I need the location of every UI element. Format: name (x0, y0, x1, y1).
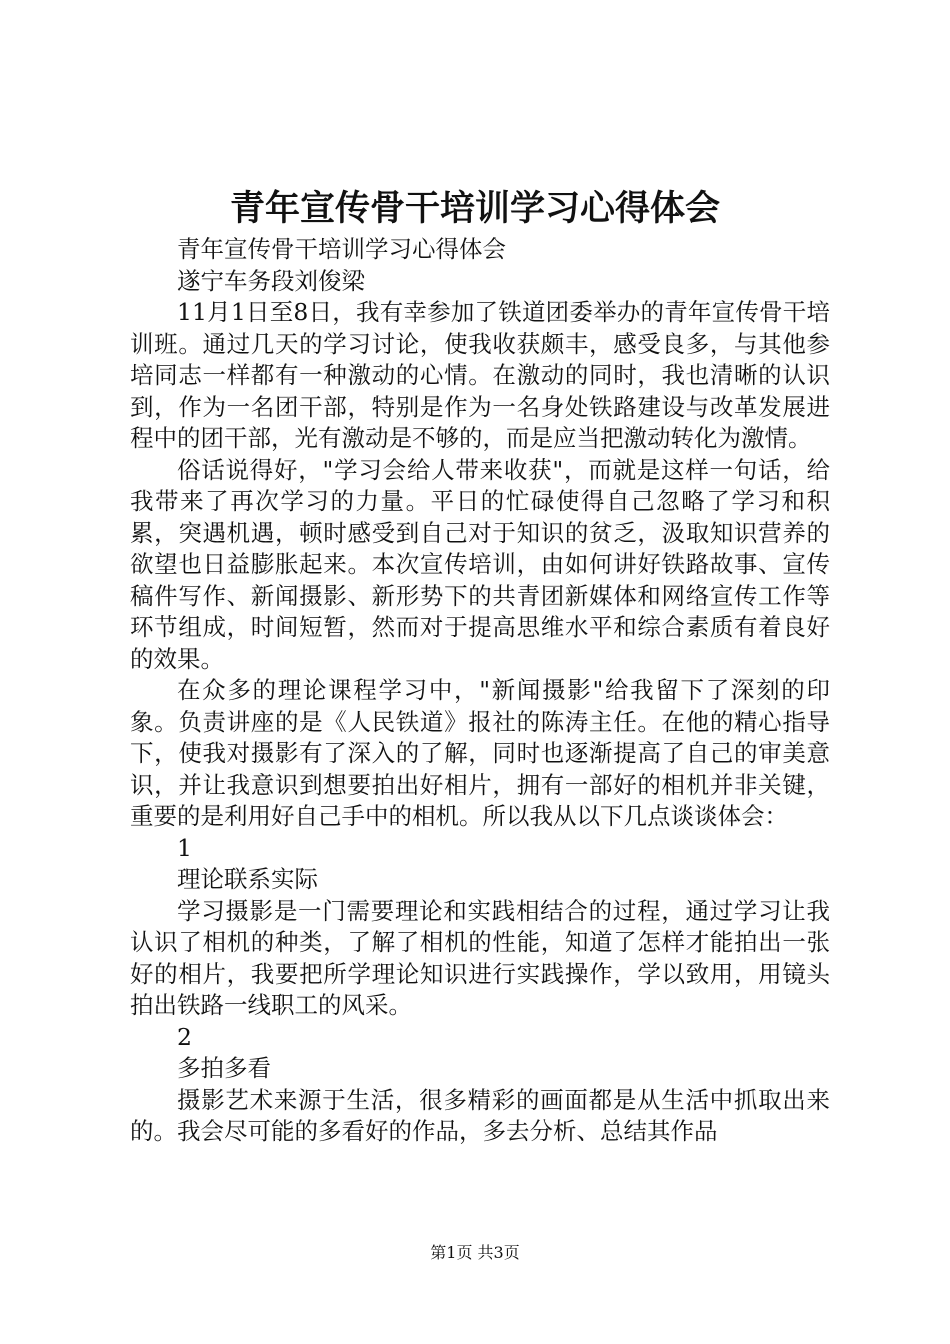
paragraph-learning: 俗话说得好，"学习会给人带来收获"，而就是这样一句话，给我带来了再次学习的力量。平日的忙碌使得自己忽略了学习和积累，突遇机遇，顿时感受到自己对于知识的贫乏，汲取知识营养的欲望也日益膨胀起来。本次宣传培训，由如何讲好铁路故事、宣传稿件写作、新闻摄影、新形势下的共青团新媒体和网络宣传工作等环节组成，时间短暂，然而对于提高思维水平和综合素质有着良好的效果。 (130, 455, 830, 673)
page-footer: 第1页 共3页 (430, 1243, 520, 1262)
paragraph-subtitle: 青年宣传骨干培训学习心得体会 (177, 235, 506, 263)
paragraph-practice: 摄影艺术来源于生活，很多精彩的画面都是从生活中抓取出来的。我会尽可能的多看好的作品，多去分析、总结其作品 (130, 1085, 830, 1145)
paragraph-author: 遂宁车务段刘俊梁 (177, 266, 365, 295)
document-title: 青年宣传骨干培训学习心得体会 (229, 188, 720, 229)
paragraph-theory: 学习摄影是一门需要理论和实践相结合的过程，通过学习让我认识了相机的种类，了解了相机的性能，知道了怎样才能拍出一张好的相片，我要把所学理论知识进行实践操作，学以致用，用镜头拍出铁路一线职工的风采。 (130, 896, 830, 1019)
paragraph-intro: 11月1日至8日，我有幸参加了铁道团委举办的青年宣传骨干培训班。通过几天的学习讨论，使我收获颇丰，感受良多，与其他参培同志一样都有一种激动的心情。在激动的同时，我也清晰的认识到，作为一名团干部，特别是作为一名身处铁路建设与改革发展进程中的团干部，光有激动是不够的，而是应当把激动转化为激情。 (130, 298, 830, 452)
document-body (130, 234, 830, 1148)
section-heading-theory: 理论联系实际 (177, 865, 318, 893)
section-number-2: 2 (177, 1022, 192, 1051)
section-heading-practice: 多拍多看 (177, 1054, 271, 1082)
section-number-1: 1 (177, 833, 192, 862)
paragraph-photography: 在众多的理论课程学习中，"新闻摄影"给我留下了深刻的印象。负责讲座的是《人民铁道》报社的陈涛主任。在他的精心指导下，使我对摄影有了深入的了解，同时也逐渐提高了自己的审美意识，并让我意识到想要拍出好相片，拥有一部好的相机并非关键，重要的是利用好自己手中的相机。所以我从以下几点谈谈体会： (130, 676, 830, 830)
